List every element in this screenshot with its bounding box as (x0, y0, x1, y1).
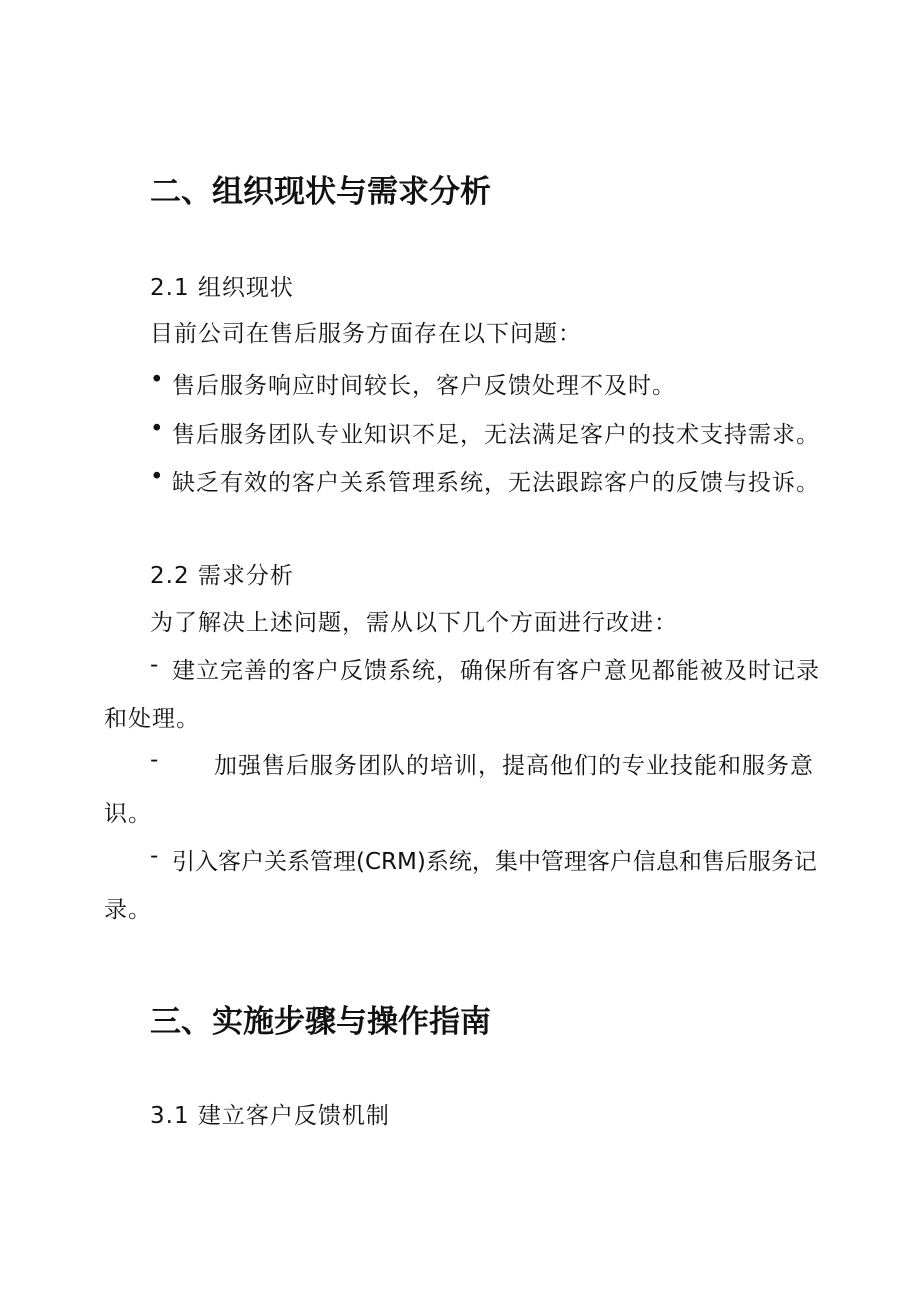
improvement-item-3-line-2: 录。 (104, 897, 152, 923)
bullet-dot: • (150, 367, 164, 393)
subsection-2-2-intro: 为了解决上述问题，需从以下几个方面进行改进： (150, 610, 678, 636)
subsection-2-1-title: 2.1 组织现状 (150, 275, 294, 301)
bullet-dot: • (150, 464, 164, 490)
improvement-item-2-line-2: 识。 (104, 801, 152, 827)
dash-marker: - (150, 652, 159, 678)
problem-item-1: 售后服务响应时间较长，客户反馈处理不及时。 (172, 373, 676, 399)
bullet-dot: • (150, 416, 164, 442)
dash-marker: - (150, 747, 159, 773)
subsection-2-2-title: 2.2 需求分析 (150, 563, 294, 589)
section-3-heading: 三、实施步骤与操作指南 (150, 1004, 491, 1040)
subsection-2-1-intro: 目前公司在售后服务方面存在以下问题： (150, 321, 582, 347)
problem-item-2: 售后服务团队专业知识不足，无法满足客户的技术支持需求。 (172, 422, 820, 448)
dash-marker: - (150, 843, 159, 869)
improvement-item-3-line-1: 引入客户关系管理(CRM)系统，集中管理客户信息和售后服务记 (172, 849, 817, 875)
improvement-item-2-line-1: 加强售后服务团队的培训，提高他们的专业技能和服务意 (214, 753, 814, 779)
improvement-item-1-line-1: 建立完善的客户反馈系统，确保所有客户意见都能被及时记录 (172, 658, 820, 684)
section-2-heading: 二、组织现状与需求分析 (150, 174, 491, 210)
problem-item-3: 缺乏有效的客户关系管理系统，无法跟踪客户的反馈与投诉。 (172, 470, 820, 496)
improvement-item-1-line-2: 和处理。 (104, 706, 200, 732)
subsection-3-1-title: 3.1 建立客户反馈机制 (150, 1103, 390, 1129)
